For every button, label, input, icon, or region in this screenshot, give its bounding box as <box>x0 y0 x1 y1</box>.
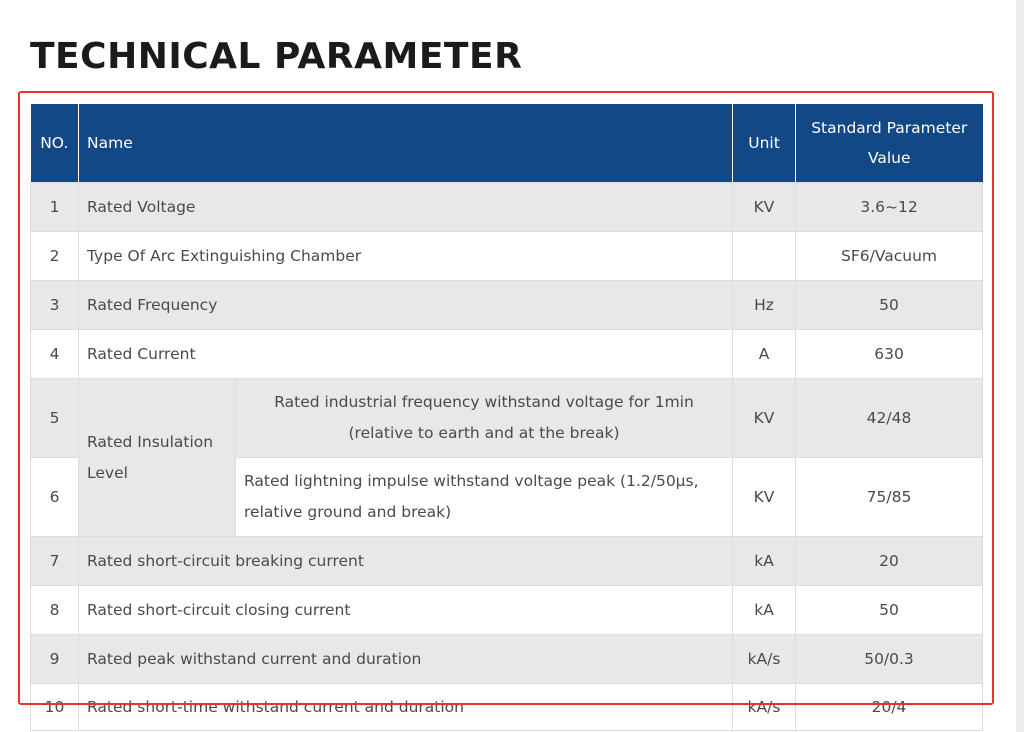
page-title: TECHNICAL PARAMETER <box>30 36 523 77</box>
header-no: NO. <box>31 104 79 183</box>
cell-name-line2: (relative to earth and at the break) <box>348 424 620 442</box>
cell-unit: kA <box>733 537 796 586</box>
cell-no: 7 <box>31 537 79 586</box>
cell-name <box>236 458 733 537</box>
cell-unit: A <box>733 330 796 379</box>
cell-no: 8 <box>31 586 79 635</box>
table-row <box>31 635 983 684</box>
cell-group-rated-insulation-level: Rated Insulation Level <box>79 379 236 537</box>
cell-no: 10 <box>31 684 79 731</box>
cell-value: 75/85 <box>796 458 983 537</box>
cell-no: 5 <box>31 379 79 458</box>
cell-value: 3.6~12 <box>796 183 983 232</box>
table-row <box>31 684 983 731</box>
cell-name-line1: Rated industrial frequency withstand voltage for 1min <box>274 393 694 411</box>
cell-value: 20/4 <box>796 684 983 731</box>
table-row <box>31 537 983 586</box>
cell-unit: kA/s <box>733 635 796 684</box>
cell-unit <box>733 232 796 281</box>
cell-value: 42/48 <box>796 379 983 458</box>
cell-name-line2: relative ground and break) <box>244 503 452 521</box>
cell-unit: KV <box>733 379 796 458</box>
cell-no: 6 <box>31 458 79 537</box>
cell-no: 9 <box>31 635 79 684</box>
cell-name: Rated Current <box>79 330 733 379</box>
header-name: Name <box>79 104 733 183</box>
cell-name: Type Of Arc Extinguishing Chamber <box>79 232 733 281</box>
cell-value: 50 <box>796 281 983 330</box>
cell-value: 50/0.3 <box>796 635 983 684</box>
cell-unit: KV <box>733 458 796 537</box>
header-value-line1: Standard Parameter <box>811 119 968 137</box>
cell-value: 50 <box>796 586 983 635</box>
cell-name-line1: Rated lightning impulse withstand voltage peak (1.2/50μs, <box>244 472 699 490</box>
table-row <box>31 232 983 281</box>
cell-unit: Hz <box>733 281 796 330</box>
table-row <box>31 183 983 232</box>
table-row <box>31 379 983 458</box>
cell-name <box>236 379 733 458</box>
technical-parameter-table <box>30 104 982 731</box>
cell-name: Rated Frequency <box>79 281 733 330</box>
page-scrollbar[interactable] <box>1016 0 1024 732</box>
table-row <box>31 330 983 379</box>
cell-unit: kA/s <box>733 684 796 731</box>
cell-name: Rated peak withstand current and duration <box>79 635 733 684</box>
cell-unit: kA <box>733 586 796 635</box>
cell-name: Rated short-time withstand current and duration <box>79 684 733 731</box>
cell-no: 3 <box>31 281 79 330</box>
cell-name: Rated short-circuit breaking current <box>79 537 733 586</box>
header-standard-value <box>796 104 983 183</box>
header-value-line2: Value <box>867 149 911 167</box>
table-row <box>31 586 983 635</box>
cell-value: SF6/Vacuum <box>796 232 983 281</box>
header-unit: Unit <box>733 104 796 183</box>
cell-no: 4 <box>31 330 79 379</box>
table-row <box>31 281 983 330</box>
cell-no: 2 <box>31 232 79 281</box>
cell-name: Rated Voltage <box>79 183 733 232</box>
cell-no: 1 <box>31 183 79 232</box>
table-header-row <box>31 104 983 183</box>
cell-value: 20 <box>796 537 983 586</box>
cell-name: Rated short-circuit closing current <box>79 586 733 635</box>
cell-value: 630 <box>796 330 983 379</box>
cell-unit: KV <box>733 183 796 232</box>
